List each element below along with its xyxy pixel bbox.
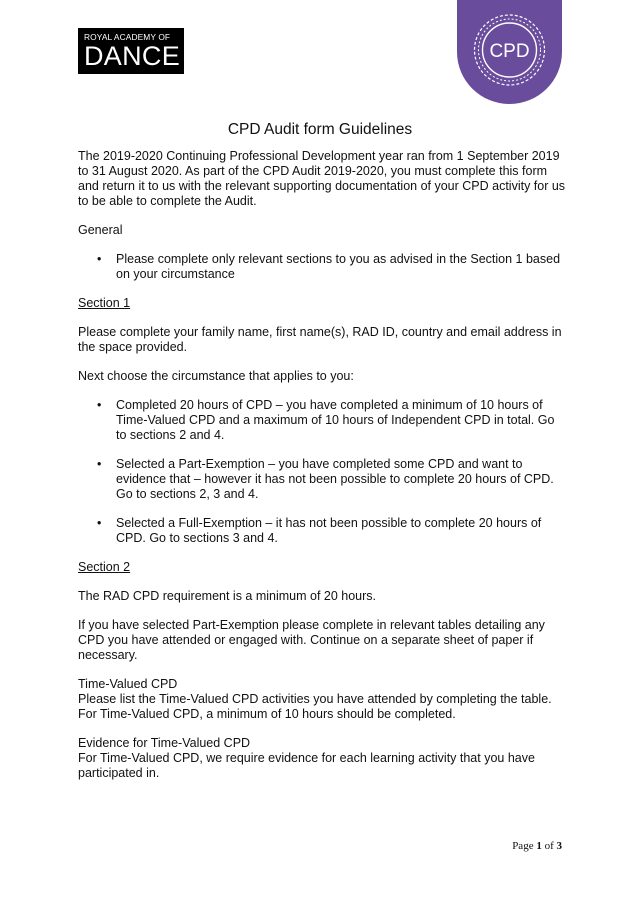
logo-line-1: ROYAL ACADEMY OF <box>84 32 171 42</box>
list-item: • Selected a Full-Exemption – it has not been possible to complete 20 hours of CPD. Go to sections 3 and 4. <box>97 516 542 545</box>
evidence-heading: Evidence for Time-Valued CPD <box>78 736 251 750</box>
list-item: • Please complete only relevant sections to you as advised in the Section 1 based on your circumstance <box>97 252 561 281</box>
list-item: • Selected a Part-Exemption – you have completed some CPD and want to evidence that – however it has not been possible to complete 20 hours of CPD. Go to sections 2, 3 and 4. <box>97 457 554 501</box>
section2-para2: If you have selected Part-Exemption please complete in relevant tables detailing any CPD you have attended or engaged with. Continue on a separate sheet of paper if necessary. <box>78 618 545 662</box>
logo-line-2: DANCE <box>84 41 181 71</box>
general-list <box>78 252 568 282</box>
time-valued-text: Please list the Time-Valued CPD activities you have attended by completing the table. For Time-Valued CPD, a minimum of 10 hours should be completed. <box>78 692 552 721</box>
evidence-text: For Time-Valued CPD, we require evidence for each learning activity that you have participated in. <box>78 751 535 780</box>
section1-para1: Please complete your family name, first name(s), RAD ID, country and email address in the space provided. <box>78 325 562 354</box>
page-title: CPD Audit form Guidelines <box>227 121 413 138</box>
page-label: Page <box>512 840 534 852</box>
time-valued-heading: Time-Valued CPD <box>78 677 178 691</box>
intro-paragraph: The 2019-2020 Continuing Professional Development year ran from 1 September 2019 to 31 August 2020. As part of the CPD Audit 2019-2020, you must complete this form and return it to us with the relevant supporting documentation of your CPD activity for us to be able to complete the Audit. <box>78 149 566 208</box>
cpd-badge-graphic <box>457 0 562 104</box>
section2-para1: The RAD CPD requirement is a minimum of 20 hours. <box>78 589 377 603</box>
rad-logo <box>78 28 184 74</box>
section1-heading: Section 1 <box>78 296 131 310</box>
of-label: of <box>544 840 554 852</box>
section1-para2: Next choose the circumstance that applies to you: <box>78 369 354 383</box>
circumstance-list <box>78 398 568 546</box>
document-body <box>78 149 568 781</box>
page-total: 3 <box>556 840 562 852</box>
page-number: 1 <box>536 840 542 852</box>
badge-text: CPD <box>489 41 530 62</box>
list-item: • Completed 20 hours of CPD – you have completed a minimum of 10 hours of Time-Valued CPD and a maximum of 10 hours of Independent CPD in total. Go to sections 2 and 4. <box>97 398 555 442</box>
cpd-badge <box>457 0 562 104</box>
section2-heading: Section 2 <box>78 560 131 574</box>
general-heading: General <box>78 223 123 237</box>
page-footer <box>512 840 562 852</box>
